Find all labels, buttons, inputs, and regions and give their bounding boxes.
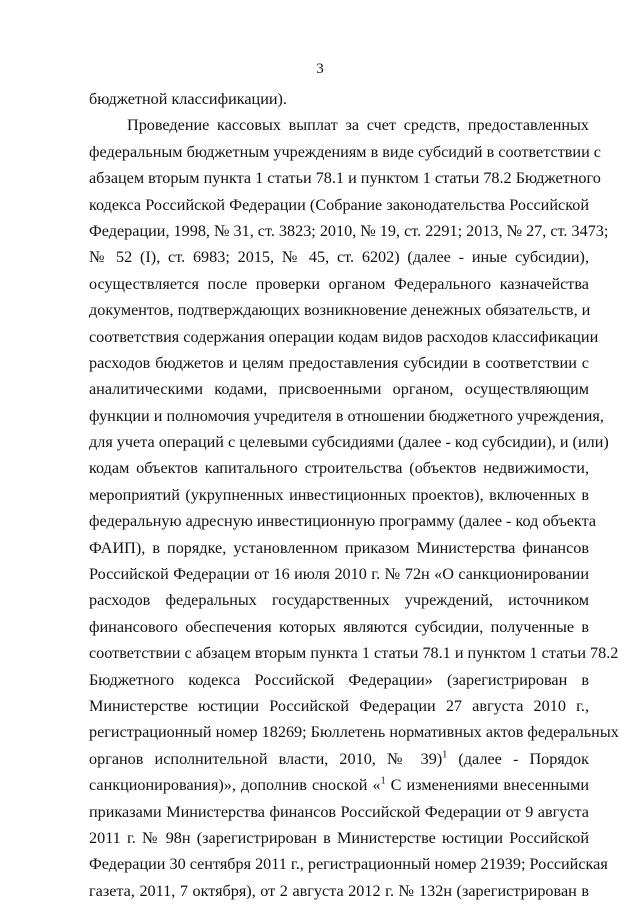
text-line: приказами Министерства финансов Российской Федерации от 9 августа xyxy=(89,802,589,821)
text-line: федеральным бюджетным учреждениям в виде субсидий в соответствии с xyxy=(89,142,601,161)
line-text-before: органов исполнительной власти, 2010, № 39) xyxy=(89,749,443,768)
text-line: расходов бюджетов и целям предоставления субсидии в соответствии с xyxy=(89,353,589,372)
text-line: соответствии с абзацем вторым пункта 1 статьи 78.1 и пунктом 1 статьи 78.2 xyxy=(89,644,619,663)
text-line: федеральную адресную инвестиционную программу (далее - код объекта xyxy=(89,512,597,531)
text-line: Министерстве юстиции Российской Федерации 27 августа 2010 г., xyxy=(89,696,589,715)
text-line: Бюджетного кодекса Российской Федерации» (зарегистрирован в xyxy=(89,670,589,689)
text-line: мероприятий (укрупненных инвестиционных проектов), включенных в xyxy=(89,485,589,504)
text-line: газета, 2011, 7 октября), от 2 августа 2012 г. № 132н (зарегистрирован в xyxy=(89,881,589,900)
line-text-after: С изменениями внесенными xyxy=(385,776,589,795)
text-line: бюджетной классификации). xyxy=(89,90,287,108)
text-line: аналитическими кодами, присвоенными органом, осуществляющим xyxy=(89,380,589,399)
text-line: 2011 г. № 98н (зарегистрирован в Министерстве юстиции Российской xyxy=(89,828,589,847)
text-line: расходов федеральных государственных учреждений, источником xyxy=(89,591,589,610)
paragraph-first-line: Проведение кассовых выплат за счет средств, предоставленных xyxy=(127,116,589,135)
text-line: функции и полномочия учредителя в отношении бюджетного учреждения, xyxy=(89,406,604,425)
text-line: ФАИП), в порядке, установленном приказом Министерства финансов xyxy=(89,538,589,557)
text-line: кодекса Российской Федерации (Собрание законодательства Российской xyxy=(89,195,589,214)
line-text-after: (далее - Порядок xyxy=(447,749,590,768)
document-body xyxy=(89,86,619,904)
text-line: соответствия содержания операции кодам видов расходов классификации xyxy=(89,327,599,346)
text-line: осуществляется после проверки органом Федерального казначейства xyxy=(89,274,589,293)
line-text-before: санкционирования)», дополнив сноской « xyxy=(89,776,381,795)
text-line: кодам объектов капитального строительства (объектов недвижимости, xyxy=(89,459,589,478)
text-line: № 52 (I), ст. 6983; 2015, № 45, ст. 6202) (далее - иные субсидии), xyxy=(89,248,589,267)
text-line-with-footnote-ref xyxy=(89,746,589,772)
text-line: документов, подтверждающих возникновение денежных обязательств, и xyxy=(89,301,591,320)
text-line-with-footnote-ref xyxy=(89,772,589,798)
text-line: финансового обеспечения которых являются субсидии, полученные в xyxy=(89,617,589,636)
text-line: регистрационный номер 18269; Бюллетень нормативных актов федеральных xyxy=(89,723,619,742)
text-line: Федерации 30 сентября 2011 г., регистрационный номер 21939; Российская xyxy=(89,855,608,874)
text-line: Федерации, 1998, № 31, ст. 3823; 2010, № 19, ст. 2291; 2013, № 27, ст. 3473; xyxy=(89,221,609,240)
footnote-ref: 1 xyxy=(380,775,386,787)
text-line: абзацем вторым пункта 1 статьи 78.1 и пунктом 1 статьи 78.2 Бюджетного xyxy=(89,169,601,188)
page-number: 3 xyxy=(316,61,324,77)
text-line: Российской Федерации от 16 июля 2010 г. № 72н «О санкционировании xyxy=(89,565,589,584)
footnote-ref: 1 xyxy=(442,749,448,761)
text-line: для учета операций с целевыми субсидиями (далее - код субсидии), и (или) xyxy=(89,433,609,452)
